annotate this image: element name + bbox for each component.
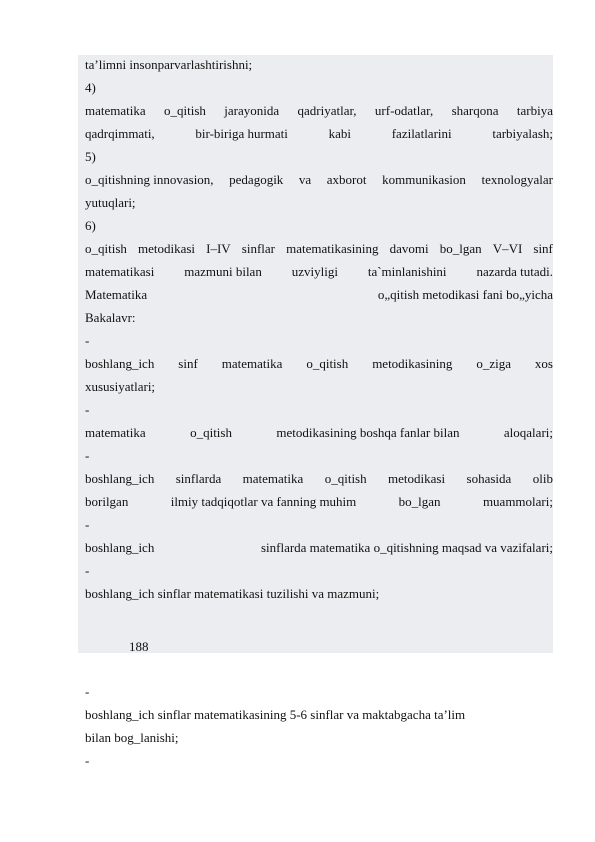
text-segment: matematika <box>221 356 283 371</box>
text-segment: sinflar <box>241 241 275 256</box>
text-segment: Matematika <box>85 287 148 302</box>
text-segment: metodikasining <box>372 356 453 371</box>
text-segment: boshlang_ich <box>85 540 155 555</box>
text-segment: muammolari; <box>482 494 553 509</box>
text-segment: - <box>85 448 90 463</box>
text-line <box>85 400 553 420</box>
text-segment: matematika <box>85 425 146 440</box>
text-segment: bo_lgan <box>439 241 482 256</box>
text-line <box>85 101 553 121</box>
text-segment: boshlang_ich sinflar matematikasining 5-6 sinflar va maktabgacha ta’lim <box>85 707 466 722</box>
text-segment: va <box>298 172 312 187</box>
text-segment: ta’limni insonparvarlashtirishni; <box>85 57 253 72</box>
text-segment: matematika <box>242 471 304 486</box>
text-segment: metodikasi <box>388 471 446 486</box>
text-line <box>85 193 553 213</box>
text-line <box>85 285 553 305</box>
text-segment: - <box>85 563 90 578</box>
page-number: 188 <box>129 639 149 654</box>
text-segment: bilan bog_lanishi; <box>85 730 179 745</box>
text-segment: aloqalari; <box>503 425 553 440</box>
text-segment: borilgan <box>85 494 129 509</box>
text-segment: o_qitishning innovasion, <box>85 172 214 187</box>
text-segment: qadrqimmati, <box>85 126 155 141</box>
text-segment: bir-biriga hurmati <box>195 126 288 141</box>
text-segment: sinflarda <box>175 471 222 486</box>
text-segment: mazmuni bilan <box>184 264 262 279</box>
text-segment: - <box>85 333 90 348</box>
text-line <box>85 561 553 581</box>
text-segment: ta`minlanishini <box>367 264 447 279</box>
text-segment: - <box>85 753 90 768</box>
text-segment: o_ziga <box>476 356 511 371</box>
text-line <box>85 751 553 771</box>
text-line <box>85 538 553 558</box>
text-line <box>85 331 553 351</box>
text-segment: o_qitish <box>324 471 367 486</box>
text-segment: uzviyligi <box>291 264 338 279</box>
text-segment: boshlang_ich <box>85 471 155 486</box>
text-segment: metodikasi <box>138 241 196 256</box>
text-line <box>85 492 553 512</box>
text-segment: 4) <box>85 80 96 95</box>
text-segment: urf-odatlar, <box>374 103 434 118</box>
text-segment: matematikasi <box>85 264 155 279</box>
text-line <box>85 584 553 604</box>
text-segment: I–IV <box>206 241 231 256</box>
text-segment: sinf <box>178 356 198 371</box>
text-line <box>85 705 553 725</box>
text-line <box>85 147 553 167</box>
text-segment: sinf <box>533 241 553 256</box>
text-line <box>85 515 553 535</box>
text-segment: matematikasining <box>286 241 379 256</box>
text-segment: boshlang_ich <box>85 356 155 371</box>
text-segment: texnologyalar <box>481 172 553 187</box>
text-segment: - <box>85 517 90 532</box>
text-segment: o_qitish <box>85 241 127 256</box>
text-line <box>85 354 553 374</box>
text-segment: 5) <box>85 149 96 164</box>
text-segment: xususiyatlari; <box>85 379 156 394</box>
text-segment: xos <box>534 356 553 371</box>
text-segment: o„qitish metodikasi fani bo„yicha <box>377 287 553 302</box>
text-line <box>85 262 553 282</box>
text-segment: kommunikasion <box>382 172 466 187</box>
text-segment: sohasida <box>466 471 512 486</box>
text-segment: qadriyatlar, <box>297 103 357 118</box>
text-segment: ilmiy tadqiqotlar va fanning muhim <box>170 494 357 509</box>
text-segment: davomi <box>389 241 429 256</box>
text-segment: - <box>85 684 90 699</box>
text-segment: bo_lgan <box>398 494 441 509</box>
text-line <box>85 423 553 443</box>
text-segment: tarbiyalash; <box>492 126 553 141</box>
text-line <box>85 446 553 466</box>
text-segment: o_qitish <box>306 356 349 371</box>
text-segment: sharqona <box>451 103 499 118</box>
text-segment: jarayonida <box>224 103 280 118</box>
text-line <box>85 170 553 190</box>
text-line <box>85 124 553 144</box>
text-segment: nazarda tutadi. <box>476 264 553 279</box>
text-segment: 6) <box>85 218 96 233</box>
text-segment: boshlang_ich sinflar matematikasi tuzilishi va mazmuni; <box>85 586 380 601</box>
text-segment: V–VI <box>492 241 523 256</box>
text-segment: yutuqlari; <box>85 195 136 210</box>
text-segment: kabi <box>328 126 352 141</box>
text-line <box>85 239 553 259</box>
text-segment: metodikasining boshqa fanlar bilan <box>276 425 460 440</box>
text-segment: - <box>85 402 90 417</box>
text-segment: Bakalavr: <box>85 310 136 325</box>
text-segment: sinflarda matematika o_qitishning maqsad va vazifalari; <box>260 540 553 555</box>
text-segment: matematika <box>85 103 146 118</box>
text-line <box>85 377 553 397</box>
text-line <box>85 78 553 98</box>
text-line <box>85 55 553 75</box>
text-segment: axborot <box>326 172 367 187</box>
text-line <box>85 216 553 236</box>
text-segment: fazilatlarini <box>391 126 452 141</box>
text-segment: tarbiya <box>516 103 553 118</box>
text-line <box>85 308 553 328</box>
text-segment: o_qitish <box>190 425 232 440</box>
text-segment: pedagogik <box>229 172 284 187</box>
text-line <box>85 469 553 489</box>
text-segment: olib <box>532 471 553 486</box>
text-segment: o_qitish <box>164 103 206 118</box>
text-line <box>85 728 553 748</box>
text-line <box>85 682 553 702</box>
